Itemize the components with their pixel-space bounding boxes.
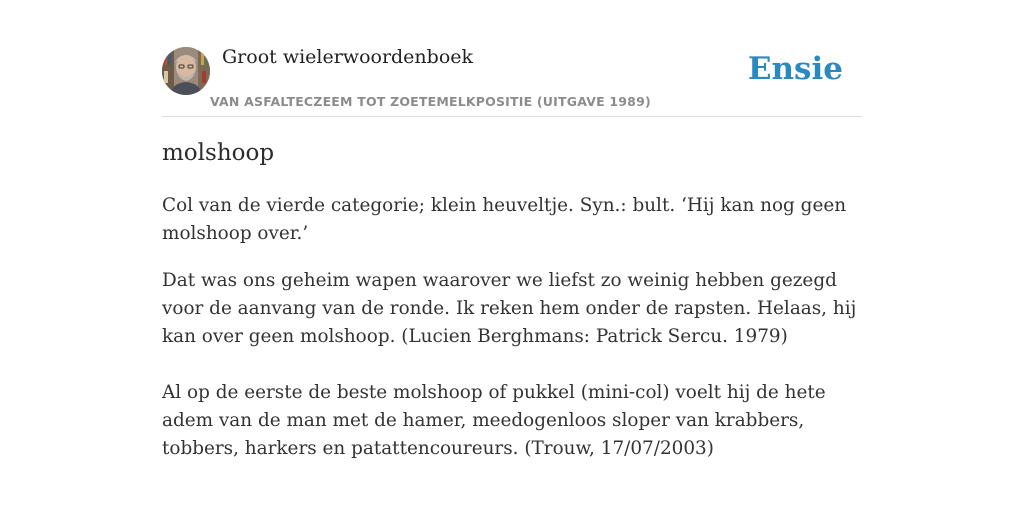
entry-quote: Al op de eerste de beste molshoop of pukkel (mini-col) voelt hij de hete adem van de man met de hamer, meedogenloos sloper van krabbers, tobbers, harkers en patattencoureurs. (Trouw, 17/07/2003) [162,382,826,459]
page [162,0,862,459]
entry-definition: Col van de vierde categorie; klein heuveltje. Syn.: bult. ‘Hij kan nog geen molshoop over.’ [162,195,847,244]
avatar-portrait [162,47,210,95]
entry-quote: Dat was ons geheim wapen waarover we liefst zo weinig hebben gezegd voor de aanvang van de ronde. Ik reken hem onder de rapsten. Helaas, hij kan over geen molshoop. (Lucien Berghmans: Patrick Sercu. 1979) [162,270,857,347]
header [162,0,862,117]
author-avatar[interactable] [162,47,210,95]
author-subtitle: VAN ASFALTECZEEM TOT ZOETEMELKPOSITIE (UITGAVE 1989) [210,94,651,109]
entry-term: molshoop [162,140,275,166]
brand-logo[interactable]: Ensie [747,51,843,87]
author-name[interactable]: Groot wielerwoordenboek [222,46,474,68]
